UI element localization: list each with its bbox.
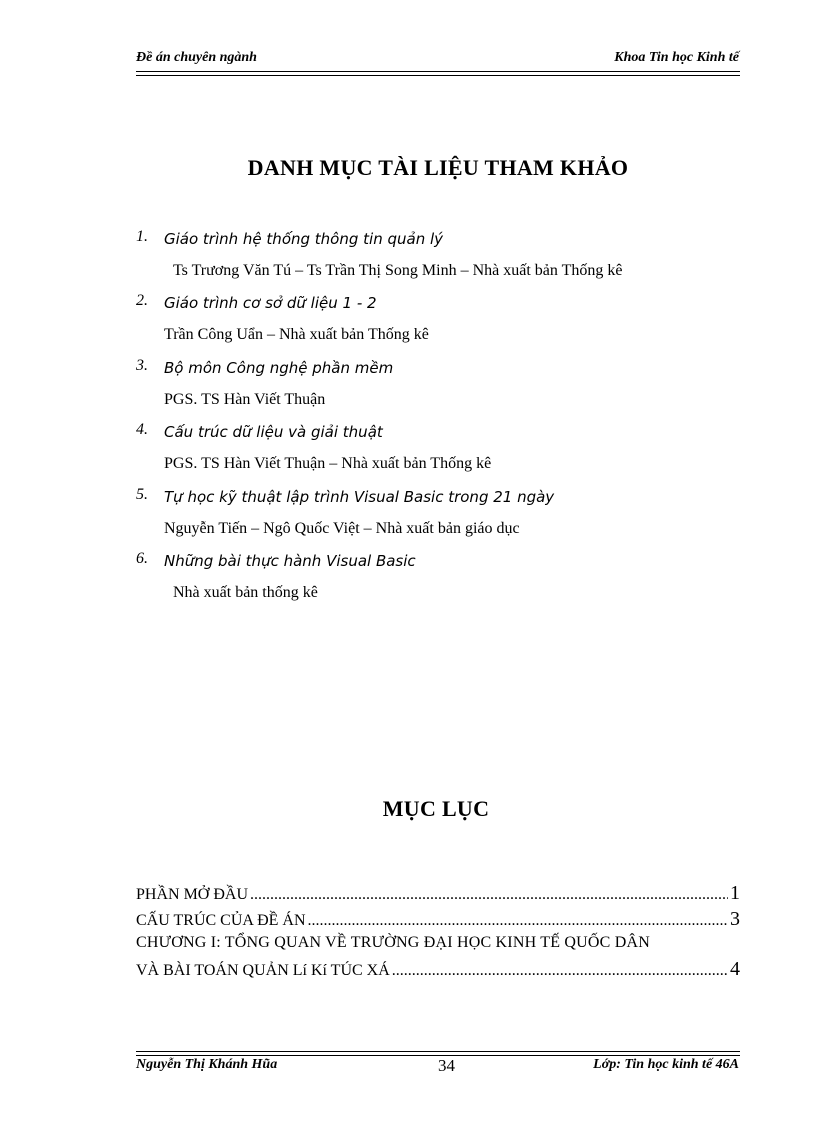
toc-entry[interactable] xyxy=(136,908,740,934)
reference-number: 4. xyxy=(136,421,148,439)
header-left-text: Đề án chuyên ngành xyxy=(136,50,257,65)
reference-book-title: Giáo trình hệ thống thông tin quản lý xyxy=(164,230,444,248)
page-header xyxy=(136,50,739,72)
reference-item xyxy=(136,486,756,550)
reference-authors: Ts Trương Văn Tú – Ts Trần Thị Song Minh – Nhà xuất bản Thống kê xyxy=(173,262,623,279)
reference-list xyxy=(136,228,756,614)
toc-entry-text: CẤU TRÚC CỦA ĐỀ ÁN xyxy=(136,912,306,929)
toc-leader-dots xyxy=(250,886,728,904)
reference-number: 5. xyxy=(136,485,148,503)
reference-item xyxy=(136,292,756,356)
page-footer xyxy=(136,1057,739,1079)
toc-entry-page: 3 xyxy=(730,908,740,930)
reference-authors: Nhà xuất bản thống kê xyxy=(173,583,318,601)
references-title: DANH MỤC TÀI LIỆU THAM KHẢO xyxy=(247,155,629,180)
reference-item xyxy=(136,550,756,614)
reference-number: 1. xyxy=(136,228,148,245)
reference-authors: Nguyễn Tiến – Ngô Quốc Việt – Nhà xuất bản giáo dục xyxy=(164,519,520,537)
toc-entry[interactable] xyxy=(136,958,740,984)
toc-title: MỤC LỤC xyxy=(382,796,490,821)
reference-item xyxy=(136,357,756,421)
reference-item xyxy=(136,421,756,485)
reference-book-title: Giáo trình cơ sở dữ liệu 1 - 2 xyxy=(164,294,377,313)
reference-book-title: Tự học kỹ thuật lập trình Visual Basic trong 21 ngày xyxy=(164,487,555,506)
toc-leader-dots xyxy=(308,912,729,930)
reference-number: 6. xyxy=(136,549,148,567)
toc-entry-text: VÀ BÀI TOÁN QUẢN Lí Kí TÚC XÁ xyxy=(136,962,390,979)
reference-authors: PGS. TS Hàn Viết Thuận xyxy=(164,390,326,408)
reference-item xyxy=(136,228,756,292)
reference-book-title: Bộ môn Công nghệ phần mềm xyxy=(164,358,394,377)
footer-class: Lớp: Tin học kinh tế 46A xyxy=(593,1057,739,1072)
reference-number: 2. xyxy=(136,292,148,310)
table-of-contents xyxy=(136,882,740,984)
toc-leader-dots xyxy=(392,962,728,980)
toc-entry[interactable] xyxy=(136,882,740,908)
page-number: 34 xyxy=(438,1056,455,1075)
toc-chapter-line[interactable]: CHƯƠNG I: TỔNG QUAN VỀ TRƯỜNG ĐẠI HỌC KINH TẾ QUỐC DÂN xyxy=(136,934,650,951)
toc-entry-page: 1 xyxy=(730,882,740,904)
reference-number: 3. xyxy=(136,356,148,374)
reference-book-title: Cấu trúc dữ liệu và giải thuật xyxy=(164,423,383,442)
reference-book-title: Những bài thực hành Visual Basic xyxy=(164,551,416,570)
toc-entry-text: PHẦN MỞ ĐẦU xyxy=(136,886,249,903)
reference-authors: PGS. TS Hàn Viết Thuận – Nhà xuất bản Thống kê xyxy=(164,455,492,473)
header-right-text: Khoa Tin học Kinh tế xyxy=(614,50,739,65)
reference-authors: Trần Công Uẩn – Nhà xuất bản Thống kê xyxy=(164,326,429,344)
toc-entry-page: 4 xyxy=(730,958,740,980)
header-rule xyxy=(136,71,740,76)
footer-author: Nguyễn Thị Khánh Hũa xyxy=(136,1057,278,1072)
